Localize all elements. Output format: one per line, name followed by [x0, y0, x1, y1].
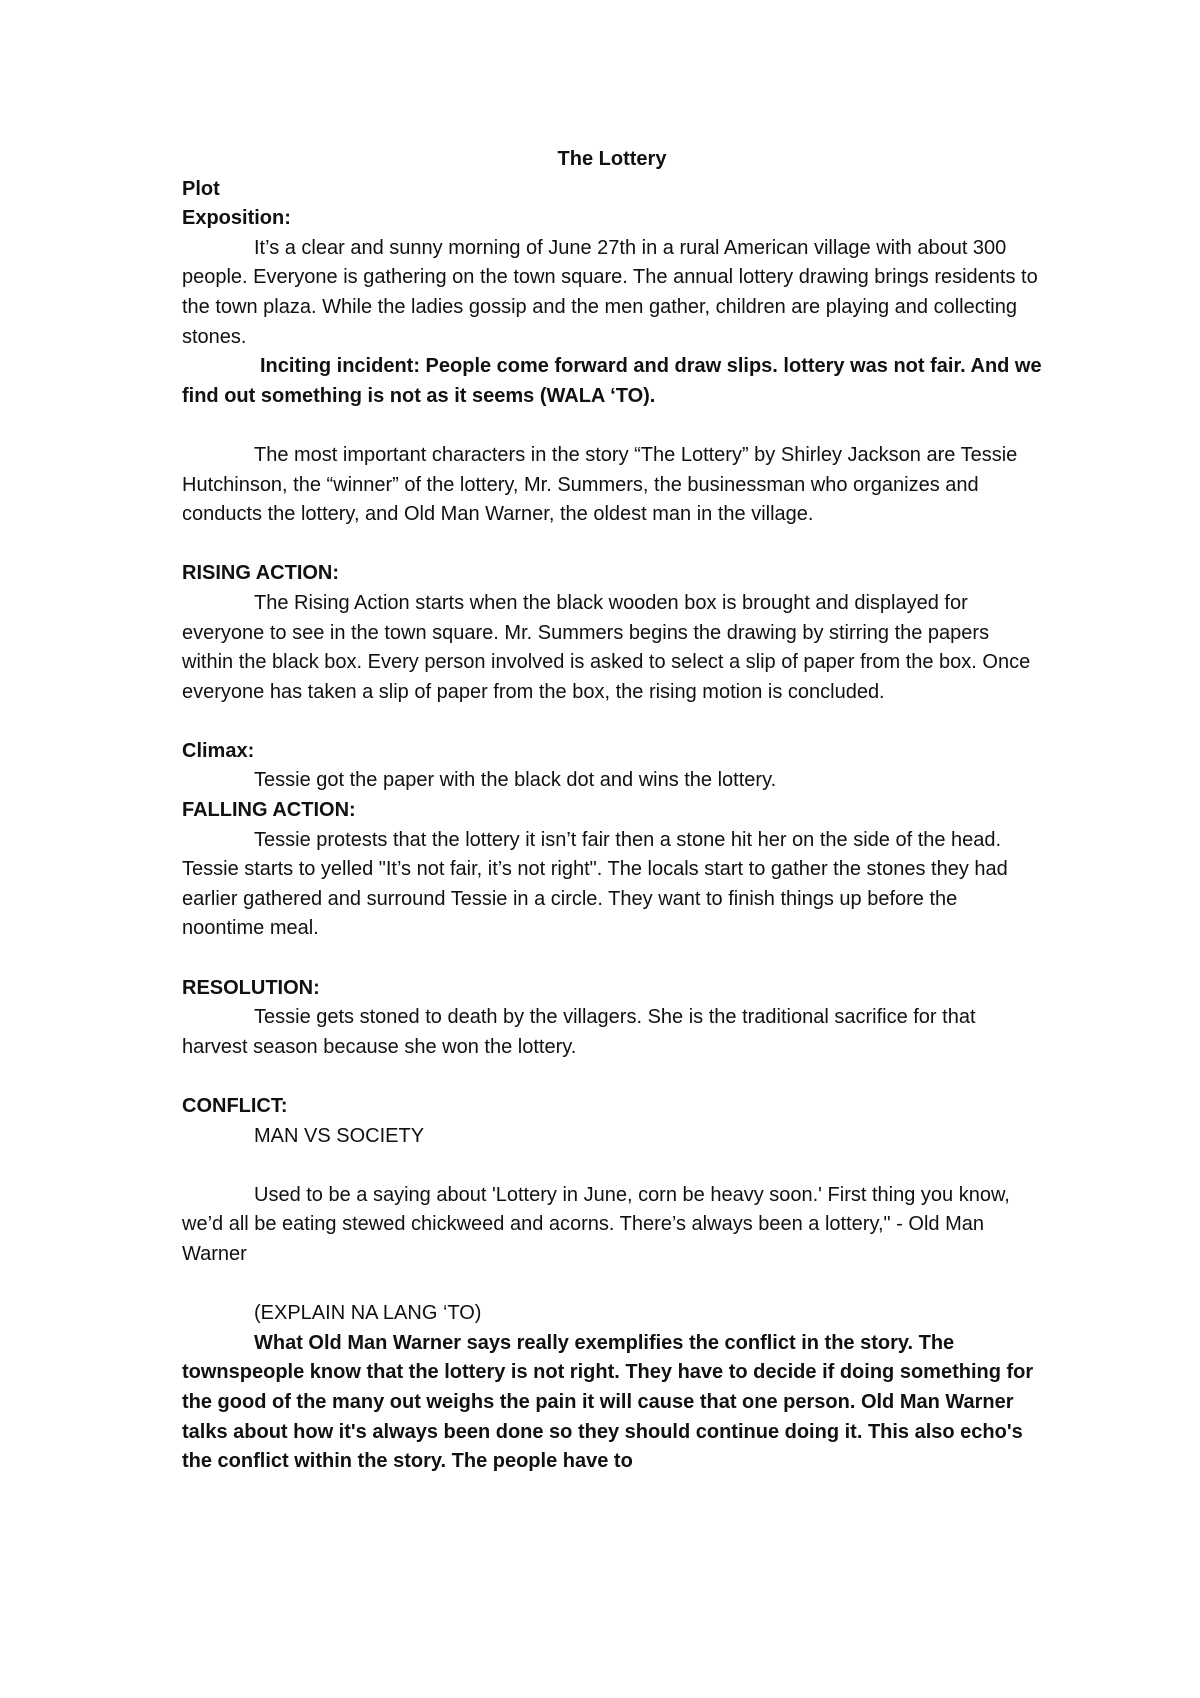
- explanation-paragraph: What Old Man Warner says really exemplifies the conflict in the story. The townspeople know that the lottery is not right. They have to decide if doing something for the good of the many out weighs the pain it will cause that one person. Old Man Warner talks about how it's always been done so they should continue doing it. This also echo's the conflict within the story. The people have to: [182, 1331, 1034, 1473]
- resolution-paragraph: Tessie gets stoned to death by the villagers. She is the traditional sacrifice for that harvest season because she won the lottery.: [182, 1006, 976, 1058]
- rising-action-paragraph: The Rising Action starts when the black wooden box is brought and displayed for everyone to see in the town square. Mr. Summers begins the drawing by stirring the papers within the black box. Every person involved is asked to select a slip of paper from the box. Once everyone has taken a slip of paper from the box, the rising motion is concluded.: [182, 591, 1031, 703]
- exposition-heading: Exposition:: [182, 207, 291, 230]
- falling-action-paragraph: Tessie protests that the lottery it isn’t fair then a stone hit her on the side of the head. Tessie starts to yelled "It’s not fair, it’s not right". The locals start to gather the stones they had earlier gathered and surround Tessie in a circle. They want to finish things up before the noontime meal.: [182, 828, 1008, 940]
- inciting-incident-paragraph: Inciting incident: People come forward and draw slips. lottery was not fair. And we find out something is not as it seems (WALA ‘TO).: [182, 355, 1042, 407]
- rising-action-heading: RISING ACTION:: [182, 562, 340, 585]
- conflict-type: MAN VS SOCIETY: [254, 1124, 425, 1147]
- spacer: [182, 411, 1042, 441]
- spacer: [182, 1270, 1042, 1300]
- document-title: The Lottery: [557, 148, 667, 170]
- spacer: [182, 530, 1042, 560]
- spacer: [182, 707, 1042, 737]
- conflict-heading: CONFLICT:: [182, 1095, 288, 1117]
- falling-action-heading: FALLING ACTION:: [182, 799, 356, 822]
- characters-paragraph: The most important characters in the story “The Lottery” by Shirley Jackson are Tessie Hutchinson, the “winner” of the lottery, Mr. Summers, the businessman who organizes and conducts the lottery, and Old Man Warner, the oldest man in the village.: [182, 443, 1018, 526]
- climax-heading: Climax:: [182, 739, 255, 762]
- spacer: [182, 944, 1042, 974]
- plot-heading: Plot: [182, 177, 220, 200]
- explain-note: (EXPLAIN NA LANG ‘TO): [254, 1302, 482, 1325]
- quote-paragraph: Used to be a saying about 'Lottery in June, corn be heavy soon.' First thing you know, we’d all be eating stewed chickweed and acorns. There’s always been a lottery," - Old Man Warner: [182, 1183, 1010, 1265]
- exposition-paragraph: It’s a clear and sunny morning of June 27th in a rural American village with about 300 people. Everyone is gathering on the town square. The annual lottery drawing brings residents to the town plaza. While the ladies gossip and the men gather, children are playing and collecting stones.: [182, 236, 1038, 348]
- climax-paragraph: Tessie got the paper with the black dot and wins the lottery.: [254, 769, 777, 792]
- resolution-heading: RESOLUTION:: [182, 976, 320, 999]
- document-body: [182, 145, 1042, 1477]
- spacer: [182, 1062, 1042, 1092]
- spacer: [182, 1151, 1042, 1181]
